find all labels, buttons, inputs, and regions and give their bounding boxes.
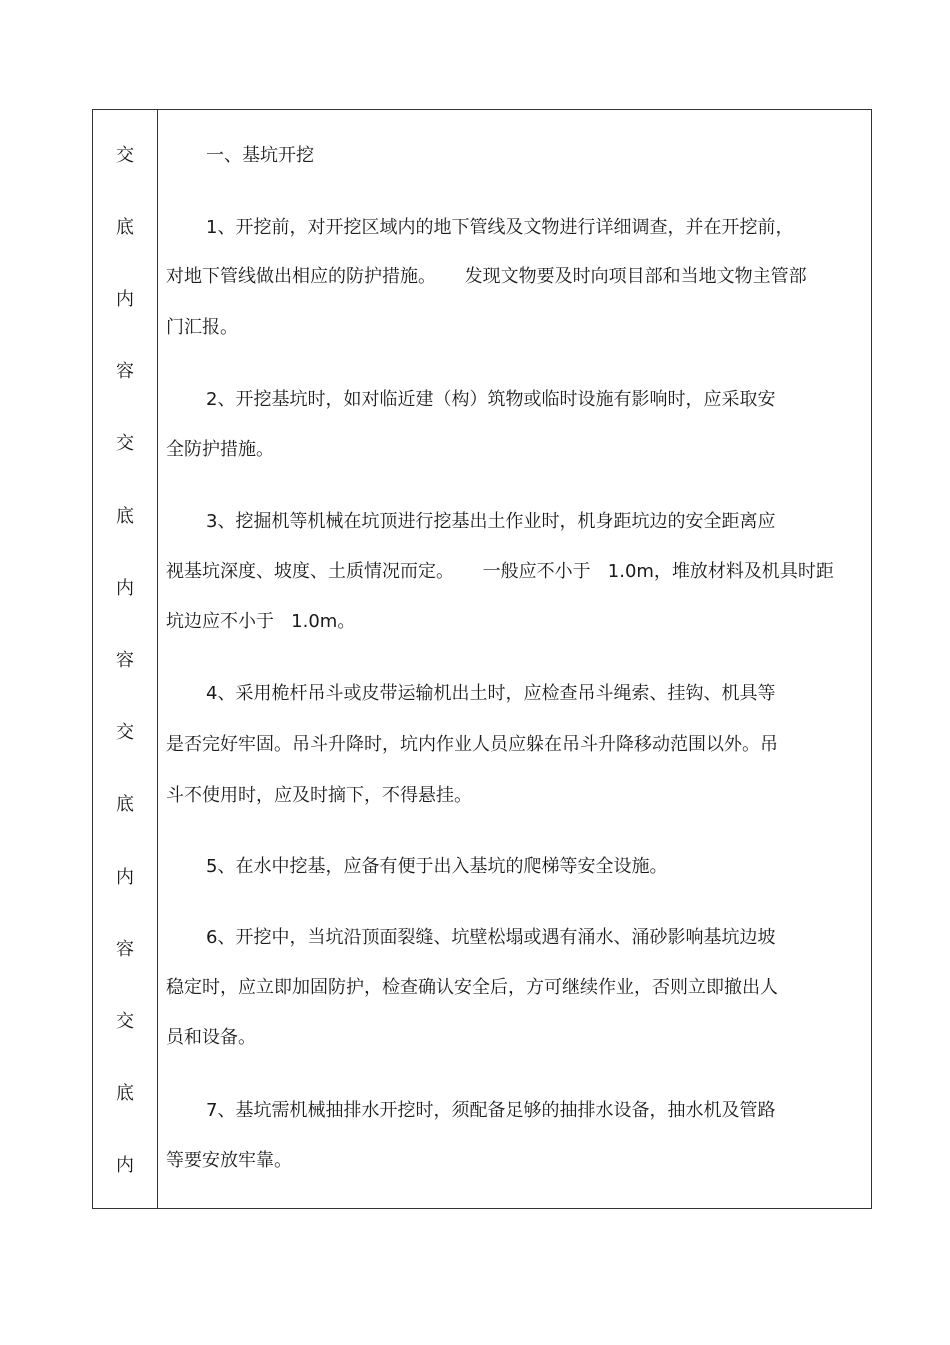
text-line: 7、基坑需机械抽排水开挖时，须配备足够的抽排水设备，抽水机及管路 bbox=[206, 1100, 776, 1121]
disclosure-label-column bbox=[93, 110, 158, 1208]
text-line: 5、在水中挖基，应备有便于出入基坑的爬梯等安全设施。 bbox=[206, 856, 668, 877]
text-line: 4、采用桅杆吊斗或皮带运输机出土时，应检查吊斗绳索、挂钩、机具等 bbox=[206, 683, 776, 704]
label-char: 交 bbox=[116, 433, 134, 454]
text-line: 6、开挖中，当坑沿顶面裂缝、坑壁松塌或遇有涌水、涌砂影响基坑边坡 bbox=[206, 927, 776, 948]
text-line: 门汇报。 bbox=[166, 317, 238, 338]
text-line: 对地下管线做出相应的防护措施。 发现文物要及时向项目部和当地文物主管部 bbox=[166, 266, 807, 287]
label-char: 底 bbox=[116, 794, 134, 815]
label-char: 内 bbox=[116, 867, 134, 888]
label-char: 交 bbox=[116, 722, 134, 743]
label-char: 内 bbox=[116, 1155, 134, 1176]
label-char: 内 bbox=[116, 578, 134, 599]
label-char: 底 bbox=[116, 217, 134, 238]
text-line: 全防护措施。 bbox=[166, 439, 274, 460]
label-char: 容 bbox=[116, 361, 134, 382]
text-line: 斗不使用时，应及时摘下，不得悬挂。 bbox=[166, 785, 472, 806]
text-line: 1、开挖前，对开挖区域内的地下管线及文物进行详细调查，并在开挖前， bbox=[206, 217, 794, 238]
text-line: 坑边应不小于 1.0m。 bbox=[166, 611, 356, 632]
text-line: 2、开挖基坑时，如对临近建（构）筑物或临时设施有影响时，应采取安 bbox=[206, 389, 776, 410]
text-line: 等要安放牢靠。 bbox=[166, 1150, 292, 1171]
text-line: 稳定时，应立即加固防护，检查确认安全后，方可继续作业，否则立即撤出人 bbox=[166, 977, 778, 998]
label-char: 容 bbox=[116, 650, 134, 671]
text-line: 员和设备。 bbox=[166, 1027, 256, 1048]
text-line: 视基坑深度、坡度、土质情况而定。 一般应不小于 1.0m，堆放材料及机具时距 bbox=[166, 561, 834, 582]
label-char: 底 bbox=[116, 1083, 134, 1104]
text-line: 是否完好牢固。吊斗升降时，坑内作业人员应躲在吊斗升降移动范围以外。吊 bbox=[166, 734, 778, 755]
label-char: 交 bbox=[116, 145, 134, 166]
text-line: 3、挖掘机等机械在坑顶进行挖基出土作业时，机身距坑边的安全距离应 bbox=[206, 511, 776, 532]
disclosure-content bbox=[158, 110, 871, 1208]
label-char: 底 bbox=[116, 506, 134, 527]
disclosure-table bbox=[92, 109, 872, 1209]
section-heading: 一、基坑开挖 bbox=[206, 145, 314, 166]
label-char: 容 bbox=[116, 939, 134, 960]
label-char: 内 bbox=[116, 289, 134, 310]
label-char: 交 bbox=[116, 1011, 134, 1032]
